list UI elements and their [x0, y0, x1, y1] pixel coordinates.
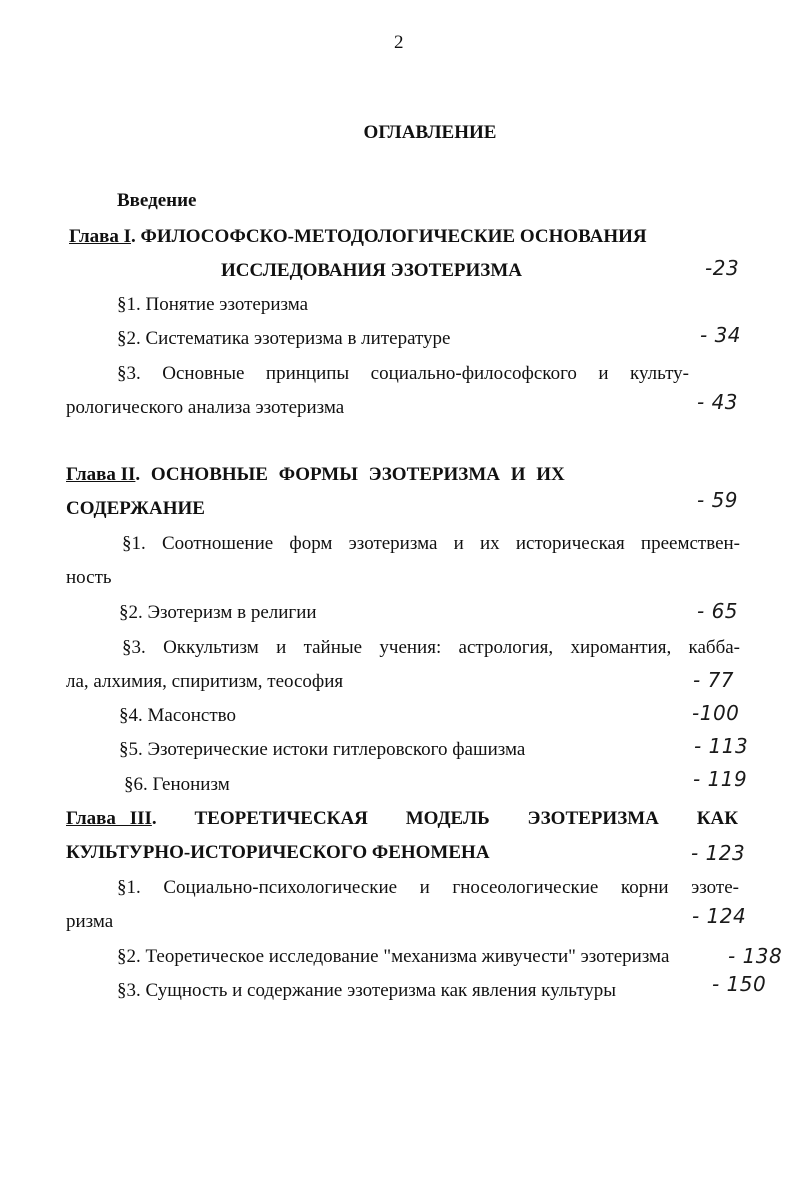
section-2-2-page: - 65 [697, 599, 739, 623]
toc-intro: Введение [117, 190, 197, 211]
chapter-3-heading [66, 807, 738, 831]
section-2-6: §6. Генонизм [124, 774, 230, 795]
section-3-2: §2. Теоретическое исследование "механизма живучести" эзотеризма [117, 946, 670, 967]
chapter-1-title-line2: ИССЛЕДОВАНИЯ ЭЗОТЕРИЗМА [221, 260, 522, 281]
section-3-3-page: - 150 [712, 972, 767, 996]
section-1-1: §1. Понятие эзотеризма [117, 294, 309, 315]
section-3-2-page: - 138 [728, 944, 783, 968]
section-3-3: §3. Сущность и содержание эзотеризма как явления культуры [117, 980, 617, 1001]
chapter-3-page: - 123 [691, 841, 746, 865]
section-3-1-line1: §1. Социально-психологические и гносеологические корни эзоте- [117, 877, 739, 898]
section-1-2-page: - 34 [700, 323, 742, 347]
chapter-1-page: -23 [705, 256, 740, 280]
section-2-3-line1: §3. Оккультизм и тайные учения: астрология, хиромантия, кабба- [122, 637, 740, 658]
section-2-4-page: -100 [692, 701, 740, 725]
chapter-2-heading [66, 463, 565, 487]
chapter-2-title-line1: . ОСНОВНЫЕ ФОРМЫ ЭЗОТЕРИЗМА И ИХ [135, 464, 565, 485]
chapter-2-page: - 59 [697, 488, 739, 512]
chapter-3-label: Глава III [66, 808, 152, 829]
section-2-5: §5. Эзотерические истоки гитлеровского фашизма [119, 739, 526, 760]
section-1-3-line2: рологического анализа эзотеризма [66, 397, 345, 418]
section-3-1-line2: ризма [66, 911, 114, 932]
toc-title: ОГЛАВЛЕНИЕ [363, 122, 497, 143]
section-2-5-page: - 113 [694, 734, 749, 758]
chapter-2-label: Глава II [66, 464, 136, 485]
section-3-1-page: - 124 [692, 904, 747, 928]
section-2-2: §2. Эзотеризм в религии [119, 602, 317, 623]
chapter-3-title-line1: . ТЕОРЕТИЧЕСКАЯ МОДЕЛЬ ЭЗОТЕРИЗМА КАК [151, 808, 738, 829]
page-number: 2 [394, 32, 404, 53]
chapter-2-title-line2: СОДЕРЖАНИЕ [66, 498, 205, 519]
section-2-3-line2: ла, алхимия, спиритизм, теософия [66, 671, 344, 692]
section-1-3-page: - 43 [697, 390, 739, 414]
section-1-3-line1: §3. Основные принципы социально-философского и культу- [117, 363, 689, 384]
chapter-1-heading [69, 225, 647, 249]
section-2-3-page: - 77 [693, 668, 735, 692]
chapter-1-label: Глава I [69, 226, 132, 247]
section-2-4: §4. Масонство [119, 705, 237, 726]
section-1-2: §2. Систематика эзотеризма в литературе [117, 328, 451, 349]
chapter-3-title-line2: КУЛЬТУРНО-ИСТОРИЧЕСКОГО ФЕНОМЕНА [66, 842, 490, 863]
section-2-1-line1: §1. Соотношение форм эзотеризма и их историческая преемствен- [122, 533, 740, 554]
section-2-6-page: - 119 [693, 767, 748, 791]
chapter-1-title-line1: . ФИЛОСОФСКО-МЕТОДОЛОГИЧЕСКИЕ ОСНОВАНИЯ [131, 226, 647, 247]
section-2-1-line2: ность [66, 567, 112, 588]
